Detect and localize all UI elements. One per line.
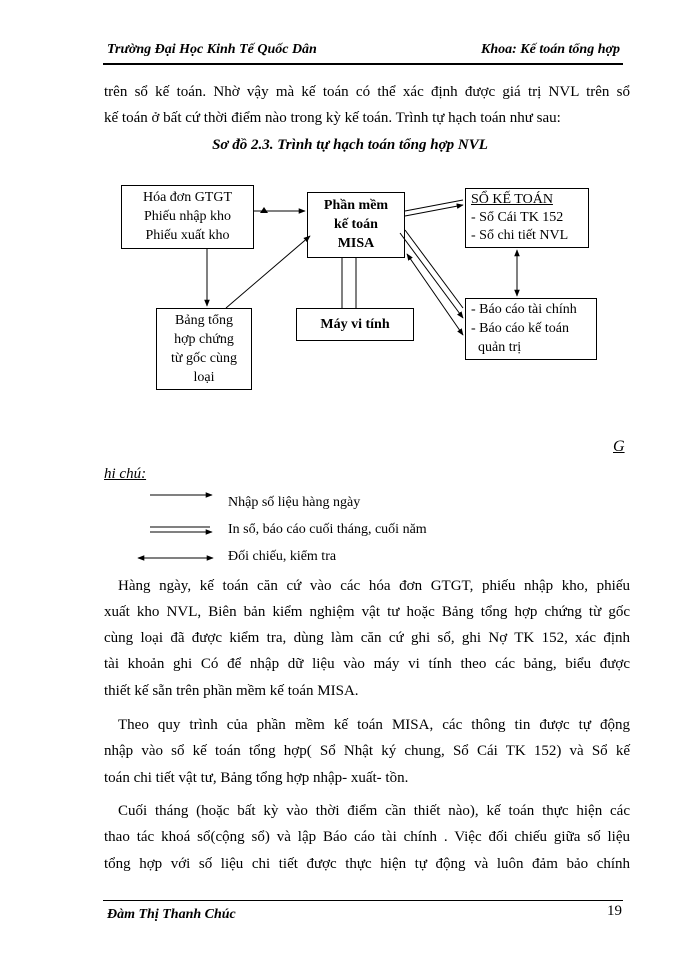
double-arrow-misa-to-reports-a xyxy=(405,230,463,308)
computer-label: Máy vi tính xyxy=(320,317,390,332)
body-p3-line-1: Cuối tháng (hoặc bất kỳ vào thời điểm cần thiết nào), kế toán thực hiện các xyxy=(118,803,630,819)
reports-box xyxy=(465,298,597,360)
body-p1-line-3: cùng loại đã được kiểm tra, dùng làm căn cứ ghi sổ, ghi Nợ TK 152, xác định xyxy=(104,630,630,646)
computer-box xyxy=(296,308,414,341)
body-p1-line-2: xuất kho NVL, Biên bản kiểm nghiệm vật tư hoặc Bảng tổng hợp chứng từ gốc xyxy=(104,604,630,620)
footer-rule xyxy=(103,900,623,901)
invoices-line-1: Hóa đơn GTGT xyxy=(142,190,233,205)
small-up-arrowhead xyxy=(260,207,268,213)
ledger-item-1: - Sổ Cái TK 152 xyxy=(471,210,564,225)
invoices-line-3: Phiếu xuất kho xyxy=(145,228,230,243)
software-line-3: MISA xyxy=(337,236,375,251)
summary-line-1: Bảng tổng xyxy=(175,313,233,328)
reports-line-2: - Báo cáo kế toán xyxy=(471,321,569,336)
software-line-1: Phần mềm xyxy=(323,198,389,213)
intro-line-1: trên sổ kế toán. Nhờ vậy mà kế toán có thể xác định được giá trị NVL trên sổ xyxy=(104,84,630,100)
body-p2-line-3: toán chi tiết vật tư, Bảng tổng hợp nhập- xuất- tồn. xyxy=(104,770,409,786)
invoices-line-2: Phiếu nhập kho xyxy=(143,209,232,224)
double-arrow-misa-to-ledger-b xyxy=(405,205,463,216)
reports-line-1: - Báo cáo tài chính xyxy=(471,302,577,317)
ledger-title: SỔ KẾ TOÁN xyxy=(471,192,553,207)
reports-line-3: quản trị xyxy=(478,340,522,355)
summary-line-3: từ gốc cùng xyxy=(171,351,237,366)
summary-line-4: loại xyxy=(193,370,215,385)
body-p1-line-4: tài khoản ghi Có để nhập dữ liệu vào máy vi tính theo các bảng, biểu được xyxy=(104,656,630,672)
ledger-box xyxy=(465,188,589,248)
double-arrow-misa-to-reports-b xyxy=(400,233,463,318)
notes-g: G xyxy=(613,438,625,455)
misa-software-box xyxy=(307,192,405,258)
invoices-box xyxy=(121,185,254,249)
body-p2-line-1: Theo quy trình của phần mềm kế toán MISA, các thông tin được tự động xyxy=(118,717,630,733)
notes-label: hi chú: xyxy=(104,466,147,482)
legend-reconcile: Đối chiếu, kiểm tra xyxy=(228,549,337,564)
legend-print-reports: In sổ, báo cáo cuối tháng, cuối năm xyxy=(228,522,427,537)
body-p1-line-1: Hàng ngày, kế toán căn cứ vào các hóa đơn GTGT, phiếu nhập kho, phiếu xyxy=(118,578,630,594)
summary-line-2: hợp chứng xyxy=(174,332,234,347)
ledger-item-2: - Sổ chi tiết NVL xyxy=(471,228,569,243)
body-p2-line-2: nhập vào sổ kế toán tổng hợp( Sổ Nhật ký chung, Sổ Cái TK 152) và Sổ kế xyxy=(104,743,630,759)
diagram-caption: Sơ đồ 2.3. Trình tự hạch toán tổng hợp NVL xyxy=(212,137,488,153)
body-p1-line-5: thiết kế sẵn trên phần mềm kế toán MISA. xyxy=(104,683,359,699)
intro-line-2: kế toán ở bất cứ thời điểm nào trong kỳ kế toán. Trình tự hạch toán như sau: xyxy=(104,110,561,126)
footer-author: Đàm Thị Thanh Chúc xyxy=(107,907,236,922)
source-summary-box xyxy=(156,308,252,390)
software-line-2: kế toán xyxy=(334,217,378,232)
double-arrow-misa-to-ledger-a xyxy=(405,200,463,211)
header-rule xyxy=(103,63,623,65)
page-number: 19 xyxy=(607,903,622,919)
body-p3-line-2: thao tác khoá sổ(cộng sổ) và lập Báo cáo tài chính . Việc đối chiếu giữa số liệu xyxy=(104,829,630,845)
header-school: Trường Đại Học Kinh Tế Quốc Dân xyxy=(107,42,317,57)
legend-daily-input: Nhập số liệu hàng ngày xyxy=(228,495,361,510)
arrow-misa-reports-check xyxy=(407,254,463,335)
body-p3-line-3: tổng hợp với số liệu chi tiết được thực hiện tự động và luôn đảm bảo chính xyxy=(104,856,630,872)
header-faculty: Khoa: Kế toán tổng hợp xyxy=(481,42,620,57)
